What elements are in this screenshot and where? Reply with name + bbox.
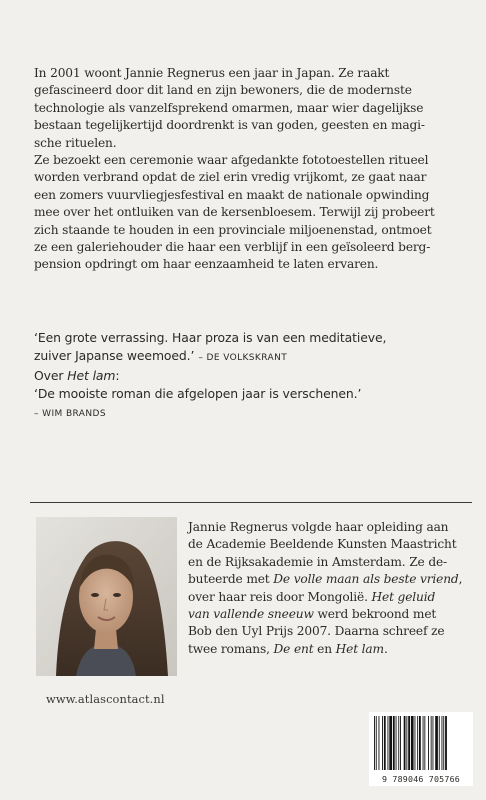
barcode-bar: [408, 716, 410, 770]
quote-2-intro: [34, 367, 454, 385]
barcode-bar: [404, 716, 406, 770]
barcode-bar: [439, 716, 440, 770]
portrait-illustration: [36, 517, 177, 676]
barcode-bar: [419, 716, 421, 770]
quote-1-text: ‘Een grote verrassing. Haar proza is van een meditatieve, zuiver Japanse weemoed.’: [34, 330, 387, 363]
barcode-bar: [406, 716, 407, 770]
review-quotes: [34, 329, 454, 424]
bio-part-1: Jannie Regnerus volgde haar opleiding aan de Academie Beeldende Kunsten Maastricht en de Rijksakademie in Amsterdam. Ze de- buteerde met: [188, 520, 457, 587]
barcode-bar: [424, 716, 425, 770]
barcode-bar: [398, 716, 399, 770]
divider-rule: [30, 502, 472, 503]
author-bio-text: [188, 519, 478, 658]
barcode-bar: [374, 716, 375, 770]
blurb-paragraph-1: In 2001 woont Jannie Regnerus een jaar in Japan. Ze raakt gefascineerd door dit land en zijn bewoners, die de modernste technologie als vanzelfsprekend omarmen, maar wier dagelijkse bestaan tegelijkertijd doordrenkt is van goden, geesten en magi- sche rituelen.: [34, 66, 425, 150]
bio-part-2: , over haar reis door Mongolië.: [188, 572, 463, 604]
bio-book-title-2: Het geluid van vallende sneeuw: [188, 589, 436, 622]
bio-part-4: en: [313, 641, 336, 656]
barcode-bar: [431, 716, 432, 770]
barcode-bar: [411, 716, 414, 770]
quote-2-intro-text: Over: [34, 368, 68, 384]
book-blurb: [34, 65, 454, 274]
isbn-number: 9 789046 705766: [382, 774, 460, 784]
quote-2-intro-colon: :: [115, 368, 120, 384]
barcode-bar: [433, 716, 434, 770]
barcode-bar: [435, 716, 438, 770]
bio-book-title-1: De volle maan als beste vriend: [273, 572, 459, 587]
barcode-bar: [393, 716, 395, 770]
barcode-bars: [372, 716, 470, 770]
barcode-bar: [445, 716, 447, 770]
barcode-bar: [423, 716, 424, 770]
quote-2-source: – WIM BRANDS: [34, 409, 106, 420]
isbn-barcode: [369, 712, 473, 786]
barcode-bar: [388, 716, 389, 770]
publisher-website: www.atlascontact.nl: [46, 692, 165, 706]
bio-part-5: .: [383, 641, 388, 656]
barcode-bar: [382, 716, 383, 770]
barcode-bar: [428, 716, 429, 770]
barcode-bar: [443, 716, 444, 770]
blurb-paragraph-2: Ze bezoekt een ceremonie waar afgedankte fototoestellen ritueel worden verbrand opdat de ziel erin vredig vrijkomt, ze gaat naar een zomers vuurvliegjesfestival en maakt de nationale opwinding mee over het ontluiken van de kersenbloesem. Terwijl zij probeert zich staande te houden in een provinciale miljoenenstad, ontmoet ze een galeriehouder die haar een verblijf in een geïsoleerd berg- pension opdringt om haar eenzaamheid te laten ervaren.: [34, 153, 435, 272]
barcode-bar: [442, 716, 443, 770]
review-quote-1: [34, 329, 454, 367]
quote-1-source: – DE VOLKSKRANT: [198, 352, 288, 363]
barcode-bar: [389, 716, 392, 770]
bio-book-title-4: Het lam: [335, 641, 384, 656]
barcode-bar: [379, 716, 380, 770]
quote-2-text: ‘De mooiste roman die afgelopen jaar is verschenen.’: [34, 385, 362, 401]
barcode-bar: [400, 716, 401, 770]
author-bio: [188, 519, 478, 658]
bio-book-title-3: De ent: [273, 641, 314, 656]
barcode-bar: [396, 716, 397, 770]
bio-part-3: werd bekroond met Bob den Uyl Prijs 2007. Daarna schreef ze twee romans,: [188, 607, 445, 656]
barcode-bar: [415, 716, 416, 770]
barcode-bar: [376, 716, 377, 770]
barcode-bar: [384, 716, 386, 770]
quote-2-book-title: Het lam: [67, 368, 116, 384]
review-quote-2: [34, 385, 454, 424]
author-portrait-photo: [36, 517, 177, 676]
barcode-bar: [417, 716, 418, 770]
